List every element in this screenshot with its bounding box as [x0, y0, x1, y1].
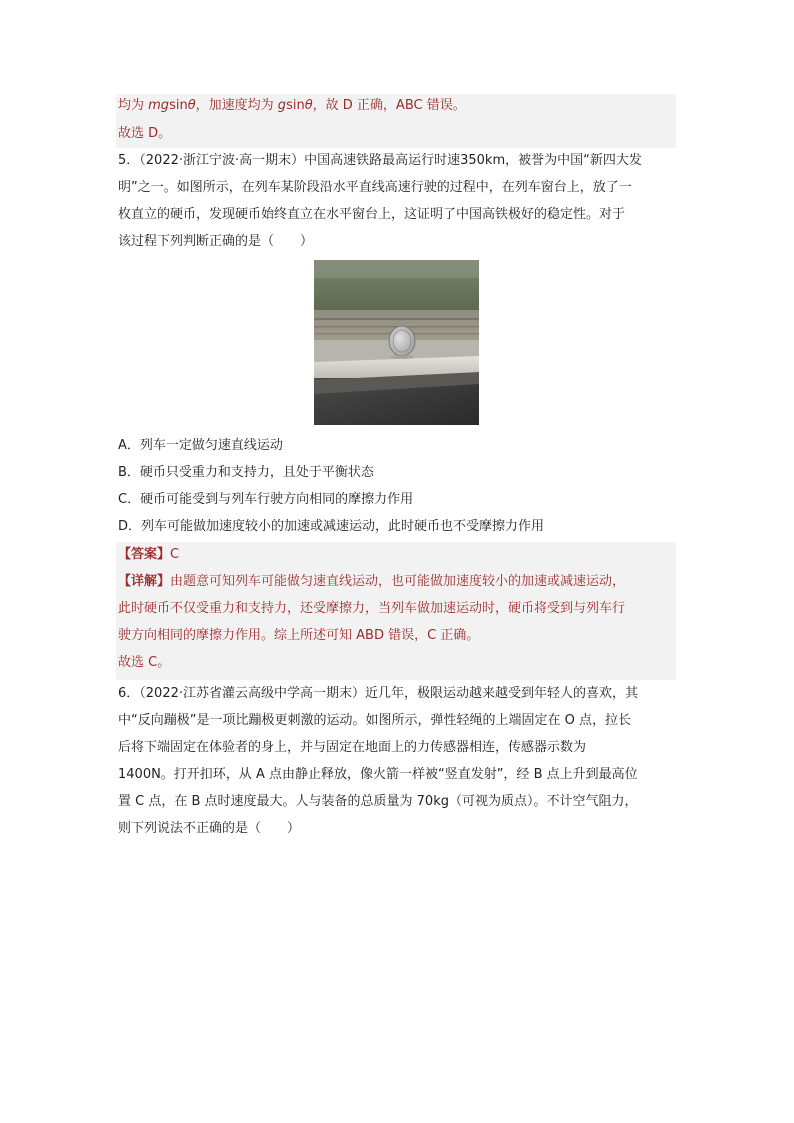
- text-frag: sin: [169, 98, 188, 113]
- q5-line1: 5．（2022·浙江宁波·高一期末）中国高速铁路最高运行时速350km，被誉为中国“新四大发: [118, 153, 642, 168]
- q5-line2: 明”之一。如图所示，在列车某阶段沿水平直线高速行驶的过程中，在列车窗台上，放了一: [118, 180, 632, 195]
- q5-detail-line3: 驶方向相同的摩擦力作用。综上所述可知 ABD 错误，C 正确。: [118, 628, 480, 643]
- q5-option-a: A．列车一定做匀速直线运动: [118, 438, 283, 453]
- q5-option-c: C．硬币可能受到与列车行驶方向相同的摩擦力作用: [118, 492, 414, 507]
- q6-line4: 1400N。打开扣环，从 A 点由静止释放，像火箭一样被“竖直发射”，经 B 点上升到最高位: [118, 767, 638, 782]
- text-frag: ，加速度均为: [195, 98, 278, 113]
- text-frag: ，故 D 正确，ABC 错误。: [312, 98, 466, 113]
- coin-on-windowsill-photo: [314, 260, 479, 425]
- q6-line1: 6．（2022·江苏省灌云高级中学高一期末）近几年，极限运动越来越受到年轻人的喜欢，其: [118, 686, 638, 701]
- q6-line6: 则下列说法不正确的是（ ）: [118, 821, 301, 836]
- prev-answer-line1: [118, 96, 466, 116]
- q5-answer-line: [118, 545, 179, 565]
- q5-option-d: D．列车可能做加速度较小的加速或减速运动，此时硬币也不受摩擦力作用: [118, 519, 545, 534]
- detail-tag: 【详解】: [118, 574, 171, 589]
- q5-option-b: B．硬币只受重力和支持力，且处于平衡状态: [118, 465, 374, 480]
- text-frag: 均为: [118, 98, 149, 113]
- q5-line4: 该过程下列判断正确的是（ ）: [118, 234, 314, 249]
- q5-detail-line1: [118, 572, 625, 592]
- q6-line5: 置 C 点，在 B 点时速度最大。人与装备的总质量为 70kg（可视为质点）。不计空气阻力，: [118, 794, 638, 809]
- q6-line3: 后将下端固定在体验者的身上，并与固定在地面上的力传感器相连，传感器示数为: [118, 740, 587, 755]
- text-frag: sin: [286, 98, 305, 113]
- text-frag: θ: [187, 98, 196, 113]
- q5-final-answer: 故选 C。: [118, 655, 171, 670]
- answer-tag: 【答案】: [118, 547, 171, 562]
- text-frag: mg: [148, 98, 170, 113]
- answer-value: C: [170, 547, 180, 562]
- prev-answer-line2: 故选 D。: [118, 126, 172, 141]
- text-frag: g: [277, 98, 287, 113]
- q6-line2: 中“反向蹦极”是一项比蹦极更刺激的运动。如图所示，弹性轻绳的上端固定在 O 点，拉长: [118, 713, 631, 728]
- text-frag: θ: [304, 98, 313, 113]
- q5-line3: 枚直立的硬币，发现硬币始终直立在水平窗台上，这证明了中国高铁极好的稳定性。对于: [118, 207, 626, 222]
- q5-detail-line2: 此时硬币不仅受重力和支持力，还受摩擦力，当列车做加速运动时，硬币将受到与列车行: [118, 601, 626, 616]
- detail-text: 由题意可知列车可能做匀速直线运动，也可能做加速度较小的加速或减速运动，: [170, 574, 626, 589]
